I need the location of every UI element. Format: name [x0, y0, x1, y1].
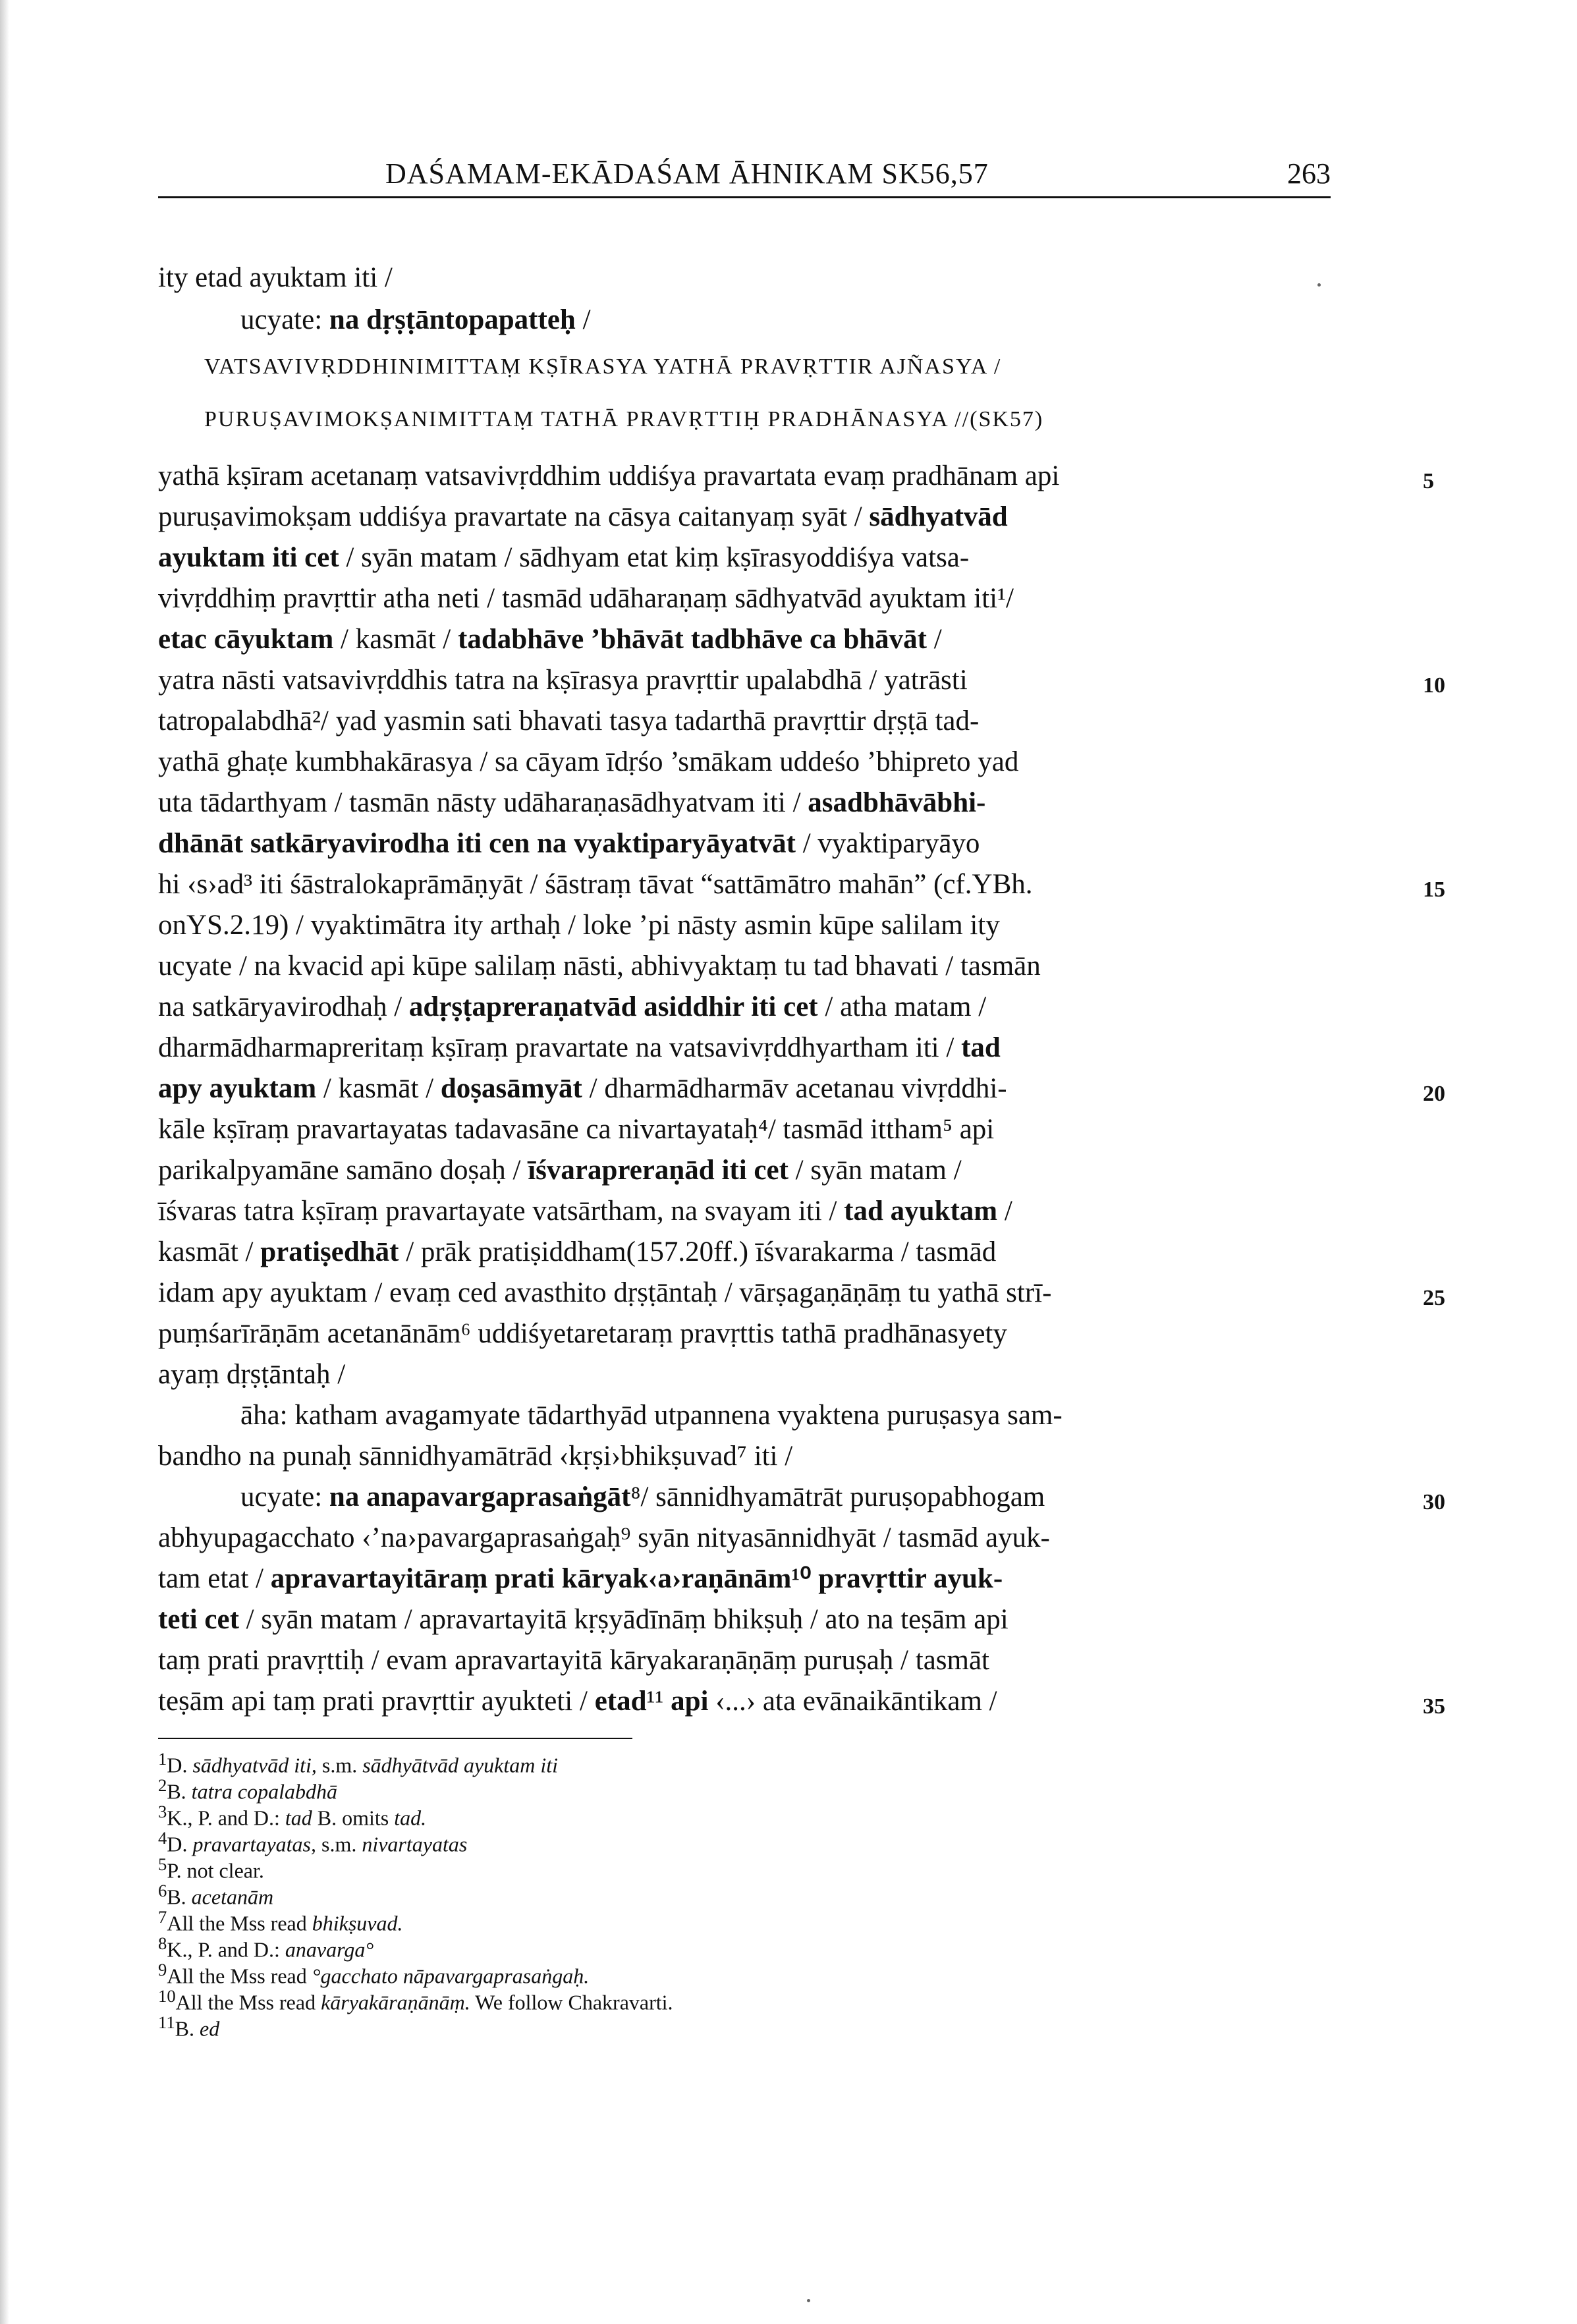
text-line — [158, 663, 1337, 698]
footnote-rule — [158, 1738, 632, 1739]
footnote-text: All the Mss read — [167, 1964, 312, 1988]
text-line — [204, 402, 1383, 437]
text-line — [158, 1684, 1337, 1719]
footnote — [158, 2009, 219, 2042]
text-line — [158, 1358, 1337, 1392]
footnote-italic: tad — [285, 1806, 312, 1830]
text-line — [158, 745, 1337, 779]
text-segment: tam etat / — [158, 1563, 271, 1594]
text-segment: / — [927, 624, 942, 655]
footnote-italic: ed — [200, 2016, 220, 2041]
footnote-marker: 5 — [158, 1854, 167, 1874]
text-line — [158, 1113, 1337, 1147]
text-segment: puruṣavimokṣam uddiśya pravartate na cāsya caitanyaṃ syāt / — [158, 501, 870, 532]
text-segment: ‹...› ata evānaikāntikam / — [708, 1686, 997, 1717]
text-line — [158, 261, 1337, 295]
bold-text: apravartayitāraṃ prati kāryak‹a›raṇānām¹⁰ pravṛttir ayuk- — [270, 1563, 1003, 1594]
text-line — [158, 868, 1337, 902]
text-segment: hi ‹s›ad³ iti śāstralokaprāmāṇyāt / śāstraṃ tāvat “sattāmātro mahān” (cf.YBh. — [158, 869, 1033, 900]
footnote-text: All the Mss read — [167, 1911, 312, 1935]
bold-text: dhānāt satkāryavirodha iti cen na vyaktiparyāyatvāt — [158, 828, 796, 859]
footnote-marker: 1 — [158, 1749, 167, 1769]
footnote-italic: sādhyātvād ayuktam iti — [362, 1753, 559, 1777]
text-segment: / dharmādharmāv acetanau vivṛddhi- — [582, 1073, 1007, 1104]
footnote-text: D. — [167, 1832, 193, 1856]
text-line — [158, 1276, 1337, 1310]
bold-text: pratiṣedhāt — [260, 1236, 399, 1267]
bold-text: tadabhāve ’bhāvāt tadbhāve ca bhāvāt — [458, 624, 927, 655]
footnote-italic: °gacchato nāpavargaprasaṅgaḥ. — [312, 1964, 590, 1988]
text-line — [158, 990, 1337, 1024]
footnote-marker: 2 — [158, 1775, 167, 1795]
text-segment: / syān matam / sādhyam etat kiṃ kṣīrasyoddiśya vatsa- — [339, 542, 970, 573]
text-segment: idam apy ayuktam / evaṃ ced avasthito dṛṣṭāntaḥ / vārṣagaṇāṇāṃ tu yathā strī- — [158, 1277, 1052, 1308]
footnote-text: s.m. — [316, 1753, 363, 1777]
text-segment: kāle kṣīraṃ pravartayatas tadavasāne ca nivartayataḥ⁴/ tasmād ittham⁵ api — [158, 1114, 995, 1145]
page-edge-shadow — [0, 0, 9, 2324]
text-segment: puṃśarīrāṇām acetanānām⁶ uddiśyetaretaraṃ pravṛttis tathā pradhānasyety — [158, 1318, 1007, 1349]
footnote-text: K., P. and D.: — [167, 1937, 285, 1962]
text-line — [240, 303, 1420, 337]
text-segment: / vyaktiparyāyo — [795, 828, 980, 859]
bold-text: tad ayuktam — [844, 1196, 998, 1227]
text-segment: dharmādharmapreritaṃ kṣīraṃ pravartate na vatsavivṛddhyartham iti / — [158, 1032, 962, 1063]
footnote-text: P. not clear. — [167, 1858, 264, 1883]
footnote-italic: sādhyatvād iti, — [192, 1753, 317, 1777]
text-segment: / prāk pratiṣiddham(157.20ff.) īśvarakarma / tasmād — [399, 1236, 997, 1267]
footnote-text: K., P. and D.: — [167, 1806, 285, 1830]
page-header — [158, 149, 1331, 198]
text-line — [158, 1562, 1337, 1596]
text-segment: yathā ghaṭe kumbhakārasya / sa cāyam īdṛśo ’smākam uddeśo ’bhipreto yad — [158, 746, 1019, 777]
footnote-text: B. omits — [312, 1806, 395, 1830]
footnote-italic: kāryakāraṇānāṃ. — [321, 1990, 470, 2014]
bold-text: apy ayuktam — [158, 1073, 317, 1104]
line-number: 20 — [1423, 1082, 1445, 1106]
text-line — [158, 582, 1337, 616]
footnote-text: B. — [167, 1779, 192, 1804]
text-line — [158, 1194, 1337, 1229]
bold-text: asadbhāvābhi- — [808, 787, 986, 818]
running-head: DAŚAMAM-EKĀDAŚAM ĀHNIKAM SK56,57 — [385, 157, 989, 190]
text-line — [158, 622, 1337, 657]
page-number: 263 — [1287, 157, 1331, 190]
bold-text: na anapavargaprasaṅgāt — [329, 1481, 631, 1512]
text-segment: kasmāt / — [158, 1236, 261, 1267]
text-segment: āha: katham avagamyate tādarthyād utpannena vyaktena puruṣasya sam- — [240, 1400, 1063, 1431]
text-segment: ucyate / na kvacid api kūpe salilaṃ nāsti, abhivyaktaṃ tu tad bhavati / tasmān — [158, 951, 1041, 982]
text-line — [158, 908, 1337, 943]
text-segment: īśvaras tatra kṣīraṃ pravartayate vatsārtham, na svayam iti / — [158, 1196, 844, 1227]
text-line — [158, 786, 1337, 820]
text-segment: na satkāryavirodhaḥ / — [158, 991, 409, 1022]
text-line — [158, 500, 1337, 534]
text-segment: PURUṢAVIMOKṢANIMITTAṂ TATHĀ PRAVṚTTIḤ PRADHĀNASYA //(SK57) — [204, 407, 1044, 431]
bold-text: etac cāyuktam — [158, 624, 334, 655]
text-segment: ⁸/ sānnidhyamātrāt puruṣopabhogam — [630, 1481, 1045, 1512]
bold-text: na dṛṣṭāntopapatteḥ — [329, 304, 576, 335]
text-segment: taṃ prati pravṛttiḥ / evam apravartayitā kāryakaraṇāṇāṃ puruṣaḥ / tasmāt — [158, 1645, 989, 1676]
text-segment: ucyate: — [240, 1481, 329, 1512]
footnote-italic: tatra copalabdhā — [191, 1779, 337, 1804]
footnote-italic: bhikṣuvad. — [312, 1911, 403, 1935]
footnote-text: D. — [167, 1753, 193, 1777]
footnote-marker: 6 — [158, 1881, 167, 1900]
bold-text: adṛṣṭapreraṇatvād asiddhir iti cet — [408, 991, 818, 1022]
footnote-marker: 4 — [158, 1828, 167, 1848]
footnote-marker: 7 — [158, 1907, 167, 1927]
text-segment: vivṛddhiṃ pravṛttir atha neti / tasmād udāharaṇaṃ sādhyatvād ayuktam iti¹/ — [158, 583, 1014, 614]
footnote — [158, 1983, 673, 2016]
footnote-text: We follow Chakravarti. — [470, 1990, 673, 2014]
text-segment: / kasmāt / — [333, 624, 458, 655]
text-line — [158, 1072, 1337, 1106]
text-line — [158, 1317, 1337, 1351]
text-segment: ¹¹ — [646, 1686, 671, 1717]
text-segment: VATSAVIVṚDDHINIMITTAṂ KṢĪRASYA YATHĀ PRAVṚTTIR AJÑASYA / — [204, 354, 1002, 379]
bold-text: etad — [594, 1686, 647, 1717]
footnote-italic: anavarga° — [285, 1937, 374, 1962]
text-line — [158, 1235, 1337, 1269]
text-line — [158, 1439, 1337, 1474]
text-segment: ayaṃ dṛṣṭāntaḥ / — [158, 1359, 346, 1390]
text-line — [158, 949, 1337, 983]
bold-text: api — [671, 1686, 709, 1717]
text-segment: / — [575, 304, 591, 335]
text-segment: / kasmāt / — [316, 1073, 441, 1104]
scan-speck — [1317, 283, 1321, 287]
text-line — [158, 1603, 1337, 1637]
text-line — [158, 459, 1337, 493]
bold-text: doṣasāmyāt — [440, 1073, 582, 1104]
line-number: 25 — [1423, 1286, 1445, 1310]
text-line — [204, 350, 1383, 384]
bold-text: sādhyatvād — [869, 501, 1008, 532]
footnote-marker: 3 — [158, 1802, 167, 1821]
text-segment: abhyupagacchato ‹’na›pavargaprasaṅgaḥ⁹ syān nityasānnidhyāt / tasmād ayuk- — [158, 1522, 1050, 1553]
footnote-text: s.m. — [316, 1832, 362, 1856]
footnote-italic: pravartayatas, — [192, 1832, 316, 1856]
footnote-italic: acetanām — [191, 1885, 274, 1909]
text-line — [158, 827, 1337, 861]
footnote-marker: 11 — [158, 2012, 175, 2032]
text-segment: / — [997, 1196, 1012, 1227]
text-segment: / syān matam / apravartayitā kṛṣyādīnāṃ bhikṣuḥ / ato na teṣām api — [238, 1604, 1009, 1635]
text-line — [158, 1644, 1337, 1678]
scan-speck — [807, 2299, 810, 2302]
text-segment: ucyate: — [240, 304, 329, 335]
text-line — [158, 1521, 1337, 1555]
bold-text: ayuktam iti cet — [158, 542, 339, 573]
footnote-marker: 8 — [158, 1933, 167, 1953]
footnote-text: All the Mss read — [175, 1990, 321, 2014]
footnote-marker: 9 — [158, 1960, 167, 1979]
footnote-italic: nivartayatas — [362, 1832, 468, 1856]
footnote-italic: tad. — [394, 1806, 427, 1830]
text-segment: ity etad ayuktam iti / — [158, 262, 393, 293]
text-segment: yatra nāsti vatsavivṛddhis tatra na kṣīrasya pravṛttir upalabdhā / yatrāsti — [158, 665, 968, 696]
footnote-marker: 10 — [158, 1986, 176, 2006]
bold-text: īśvarapreraṇād iti cet — [528, 1155, 788, 1186]
footnote-text: B. — [175, 2016, 200, 2041]
text-line — [240, 1480, 1420, 1514]
text-line — [158, 1031, 1337, 1065]
text-segment: teṣām api taṃ prati pravṛttir ayukteti / — [158, 1686, 595, 1717]
text-line — [158, 1153, 1337, 1188]
line-number: 35 — [1423, 1694, 1445, 1719]
text-segment: yathā kṣīram acetanaṃ vatsavivṛddhim uddiśya pravartata evaṃ pradhānam api — [158, 460, 1060, 491]
text-segment: / syān matam / — [788, 1155, 962, 1186]
text-segment: / atha matam / — [817, 991, 987, 1022]
line-number: 10 — [1423, 673, 1445, 698]
text-segment: bandho na punaḥ sānnidhyamātrād ‹kṛṣi›bhikṣuvad⁷ iti / — [158, 1441, 793, 1472]
text-line — [240, 1398, 1420, 1433]
text-line — [158, 541, 1337, 575]
text-segment: parikalpyamāne samāno doṣaḥ / — [158, 1155, 528, 1186]
text-line — [158, 704, 1337, 738]
line-number: 30 — [1423, 1490, 1445, 1514]
line-number: 5 — [1423, 469, 1434, 493]
footnote-text: B. — [167, 1885, 192, 1909]
bold-text: teti cet — [158, 1604, 239, 1635]
bold-text: tad — [961, 1032, 1001, 1063]
text-segment: onYS.2.19) / vyaktimātra ity arthaḥ / loke ’pi nāsty asmin kūpe salilam ity — [158, 910, 1000, 941]
line-number: 15 — [1423, 877, 1445, 902]
text-segment: uta tādarthyam / tasmān nāsty udāharaṇasādhyatvam iti / — [158, 787, 808, 818]
text-segment: tatropalabdhā²/ yad yasmin sati bhavati tasya tadarthā pravṛttir dṛṣṭā tad- — [158, 706, 980, 736]
